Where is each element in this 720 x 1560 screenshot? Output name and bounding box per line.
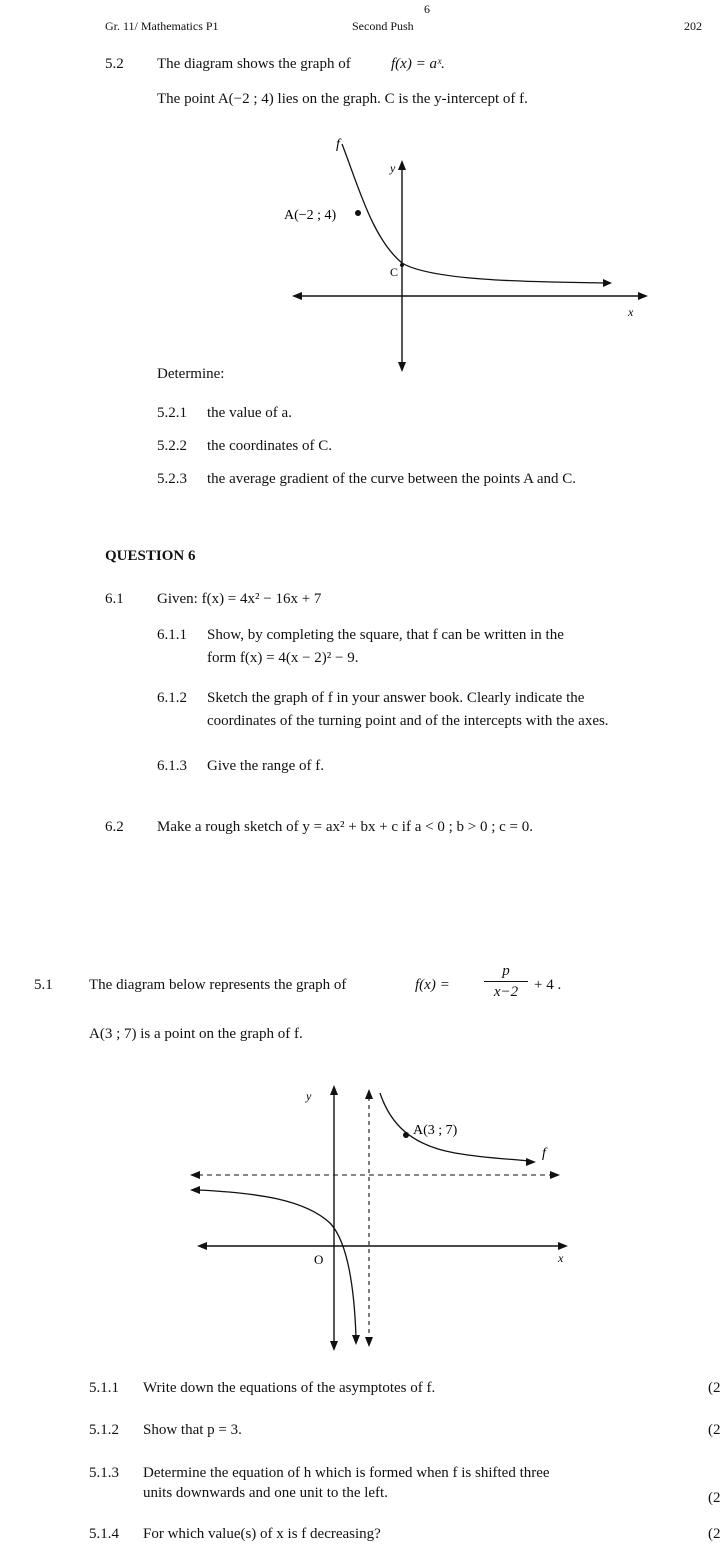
q51-function-lhs: f(x) = xyxy=(415,977,450,993)
q52-determine: Determine: xyxy=(157,366,225,382)
q612-number: 6.1.2 xyxy=(157,690,187,706)
graph2-f-label: f xyxy=(542,1146,546,1161)
q513-line2: units downwards and one unit to the left. xyxy=(143,1485,388,1501)
q522-number: 5.2.2 xyxy=(157,438,187,454)
q522-text: the coordinates of C. xyxy=(207,438,332,454)
q611-line1: Show, by completing the square, that f can be written in the xyxy=(207,627,564,643)
graph2-origin-label: O xyxy=(314,1252,324,1267)
graph1-curve-arrow xyxy=(603,279,612,287)
q52-line2: The point A(−2 ; 4) lies on the graph. C is the y-intercept of f. xyxy=(157,91,528,107)
graph1-x-arrow-right xyxy=(638,292,648,300)
q513-number: 5.1.3 xyxy=(89,1465,119,1481)
graph2-h-asymptote-arrow-right xyxy=(550,1171,560,1179)
q52-number: 5.2 xyxy=(105,56,124,72)
q52-intro: The diagram shows the graph of xyxy=(157,56,351,72)
header-exam: Second Push xyxy=(352,19,414,33)
graph1-x-arrow-left xyxy=(292,292,302,300)
q512-text: Show that p = 3. xyxy=(143,1422,242,1438)
q51-fraction-numerator: p xyxy=(484,963,528,982)
graph1-y-arrow-down xyxy=(398,362,406,372)
q513-mark: (2 xyxy=(708,1490,720,1506)
q61-number: 6.1 xyxy=(105,591,124,607)
q52-function: f(x) = aˣ. xyxy=(391,56,445,72)
q514-number: 5.1.4 xyxy=(89,1526,119,1542)
header-subject: Gr. 11/ Mathematics P1 xyxy=(105,19,219,33)
graph1-y-arrow-up xyxy=(398,160,406,170)
q523-text: the average gradient of the curve between the points A and C. xyxy=(207,471,577,487)
q511-text: Write down the equations of the asymptotes of f. xyxy=(143,1380,436,1396)
q51-fraction-denominator: x−2 xyxy=(493,984,519,1000)
graph2-left-branch-arrow-down xyxy=(352,1335,360,1345)
q51-line2: A(3 ; 7) is a point on the graph of f. xyxy=(89,1026,303,1042)
q613-text: Give the range of f. xyxy=(207,758,325,774)
graph2-left-branch xyxy=(198,1190,356,1337)
q612-line1: Sketch the graph of f in your answer book. Clearly indicate the xyxy=(207,690,585,706)
q512-mark: (2 xyxy=(708,1422,720,1438)
graph2-h-asymptote-arrow-left xyxy=(190,1171,200,1179)
graph1-y-label: y xyxy=(390,161,396,175)
q61-text: Given: f(x) = 4x² − 16x + 7 xyxy=(157,591,322,607)
graph1-point-c-label: C xyxy=(390,265,399,279)
q613-number: 6.1.3 xyxy=(157,758,187,774)
graph1-x-label: x xyxy=(628,305,634,319)
hyperbola-graph xyxy=(0,1075,720,1360)
graph2-right-branch-arrow xyxy=(526,1158,536,1166)
graph2-asymptote-arrow-down xyxy=(365,1337,373,1347)
graph1-f-label: f xyxy=(336,137,340,152)
graph2-asymptote-arrow-up xyxy=(365,1089,373,1099)
q514-mark: (2 xyxy=(708,1526,720,1542)
graph2-y-arrow-down xyxy=(330,1341,338,1351)
q51-function-rhs: + 4 . xyxy=(534,977,562,993)
graph2-y-arrow-up xyxy=(330,1085,338,1095)
q51-fraction xyxy=(484,963,528,1001)
q521-text: the value of a. xyxy=(207,405,292,421)
graph2-left-branch-arrow-left xyxy=(190,1186,200,1194)
page-number: 6 xyxy=(424,2,430,16)
graph2-x-label: x xyxy=(558,1251,564,1265)
graph1-point-a xyxy=(355,210,361,216)
exponential-graph xyxy=(0,0,720,380)
graph2-point-a xyxy=(403,1132,409,1138)
q511-number: 5.1.1 xyxy=(89,1380,119,1396)
q513-line1: Determine the equation of h which is formed when f is shifted three xyxy=(143,1465,550,1481)
graph1-point-a-label: A(−2 ; 4) xyxy=(284,208,337,223)
q62-text: Make a rough sketch of y = ax² + bx + c if a < 0 ; b > 0 ; c = 0. xyxy=(157,819,534,835)
question6-title: QUESTION 6 xyxy=(105,548,196,564)
q512-number: 5.1.2 xyxy=(89,1422,119,1438)
graph1-point-c xyxy=(400,263,404,267)
graph2-y-label: y xyxy=(306,1089,312,1103)
q514-text: For which value(s) of x is f decreasing? xyxy=(143,1526,381,1542)
q51-number: 5.1 xyxy=(34,977,53,993)
graph2-x-arrow-left xyxy=(197,1242,207,1250)
q612-line2: coordinates of the turning point and of the intercepts with the axes. xyxy=(207,713,609,729)
q523-number: 5.2.3 xyxy=(157,471,187,487)
q62-number: 6.2 xyxy=(105,819,124,835)
q611-line2: form f(x) = 4(x − 2)² − 9. xyxy=(207,650,359,666)
q611-number: 6.1.1 xyxy=(157,627,187,643)
graph2-point-a-label: A(3 ; 7) xyxy=(413,1123,458,1138)
header-year: 202 xyxy=(684,19,702,33)
graph2-x-arrow-right xyxy=(558,1242,568,1250)
q51-intro: The diagram below represents the graph of xyxy=(89,977,347,993)
q521-number: 5.2.1 xyxy=(157,405,187,421)
graph1-curve-f xyxy=(342,144,606,283)
q511-mark: (2 xyxy=(708,1380,720,1396)
